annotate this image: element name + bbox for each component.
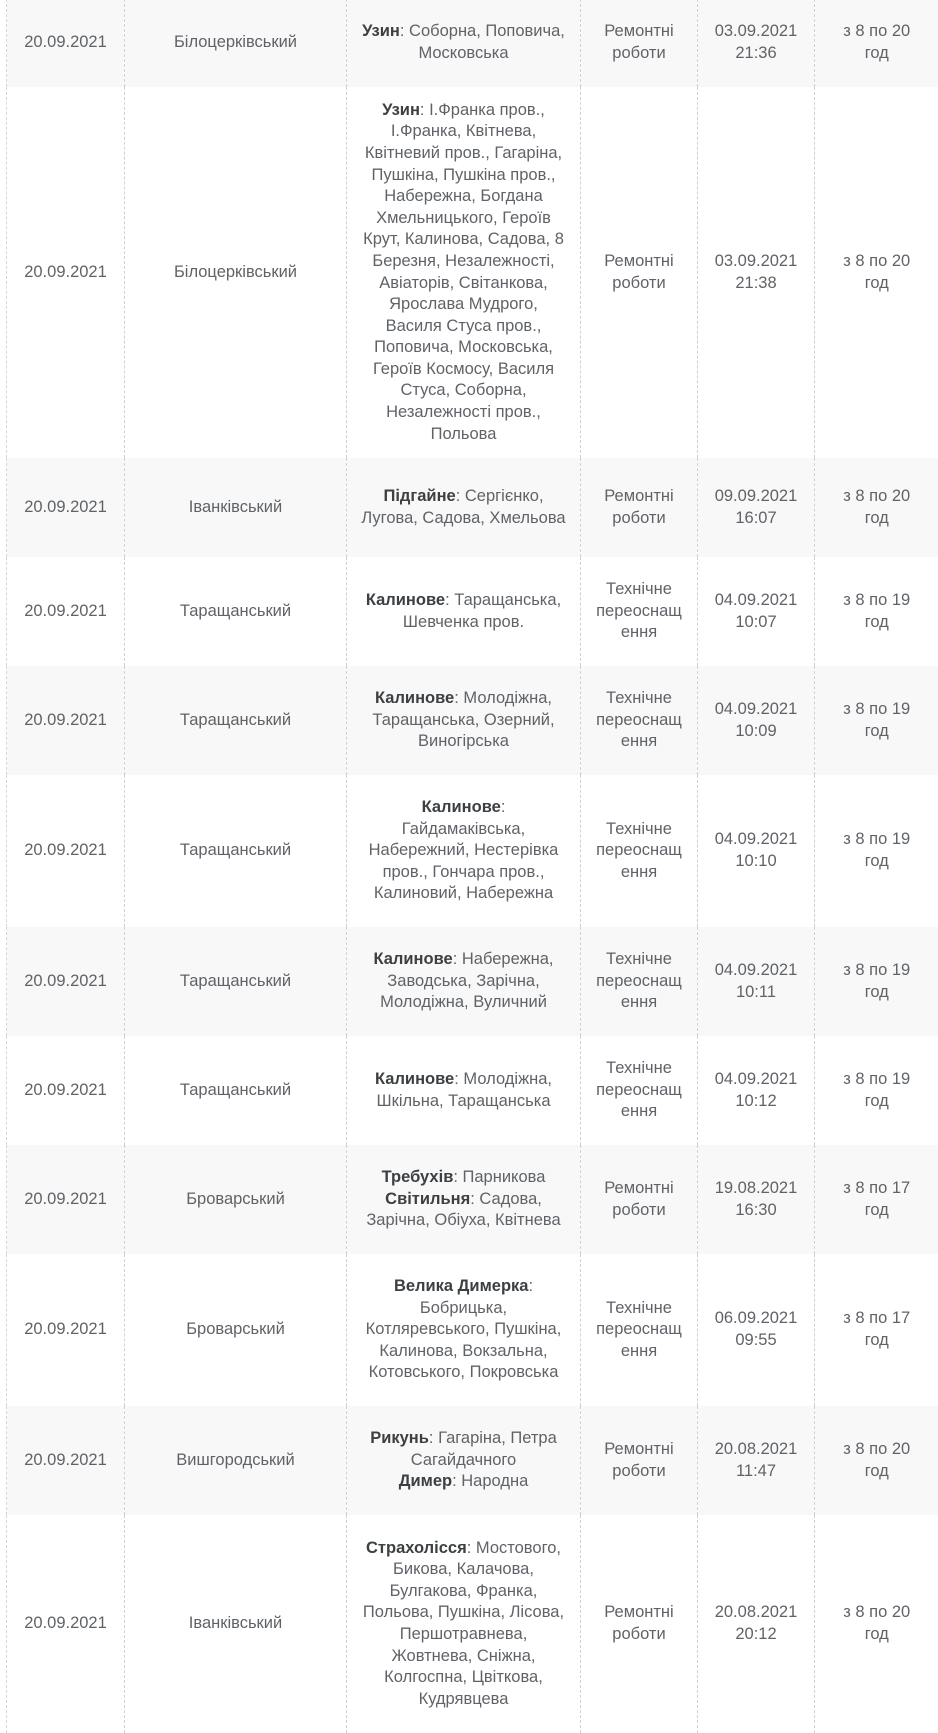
cell-district: Таращанський bbox=[125, 557, 347, 666]
table-row bbox=[7, 1406, 938, 1515]
location-entry bbox=[361, 21, 566, 64]
cell-date: 20.09.2021 bbox=[7, 1515, 125, 1733]
cell-locations bbox=[347, 1036, 581, 1145]
cell-work-type: Технічне переоснащ ення bbox=[581, 927, 698, 1036]
cell-date: 20.09.2021 bbox=[7, 775, 125, 927]
cell-district: Таращанський bbox=[125, 666, 347, 775]
street-list: : Гагаріна, Петра Сагайдачного bbox=[411, 1429, 557, 1469]
cell-created-at: 20.08.2021 11:47 bbox=[698, 1406, 815, 1515]
cell-locations bbox=[347, 87, 581, 458]
cell-created-at: 04.09.2021 10:07 bbox=[698, 557, 815, 666]
cell-district: Таращанський bbox=[125, 927, 347, 1036]
cell-hours: з 8 по 20 год bbox=[815, 1406, 938, 1515]
cell-hours: з 8 по 19 год bbox=[815, 927, 938, 1036]
settlement-name: Рикунь bbox=[370, 1429, 429, 1447]
table-row bbox=[7, 1254, 938, 1406]
cell-locations bbox=[347, 1515, 581, 1733]
street-list: : Садова, Зарічна, Обіуха, Квітнева bbox=[366, 1190, 560, 1230]
location-entry bbox=[361, 1276, 566, 1384]
street-list: : Народна bbox=[452, 1472, 528, 1490]
street-list: : Соборна, Поповича, Московська bbox=[400, 22, 565, 62]
cell-locations bbox=[347, 666, 581, 775]
table-row bbox=[7, 1036, 938, 1145]
table-row bbox=[7, 0, 938, 87]
cell-locations bbox=[347, 1254, 581, 1406]
street-list: : Мостового, Бикова, Калачова, Булгакова, Франка, Польова, Пушкіна, Лісова, Першотравнева, Жовтнева, Сніжна, Колгоспна, Цвіткова, Кудрявцева bbox=[363, 1539, 564, 1708]
location-entry bbox=[361, 100, 566, 446]
settlement-name: Калинове bbox=[422, 798, 501, 816]
cell-created-at: 03.09.2021 21:38 bbox=[698, 87, 815, 458]
cell-date: 20.09.2021 bbox=[7, 0, 125, 87]
cell-created-at: 20.08.2021 20:12 bbox=[698, 1515, 815, 1733]
settlement-name: Калинове bbox=[375, 1070, 454, 1088]
cell-created-at: 19.08.2021 16:30 bbox=[698, 1145, 815, 1254]
street-list: : І.Франка пров., І.Франка, Квітнева, Квітневий пров., Гагаріна, Пушкіна, Пушкіна пров., Набережна, Богдана Хмельницького, Героїв Крут, Калинова, Садова, 8 Березня, Незалежності, Авіаторів, Світанкова, Ярослава Мудрого, Василя Стуса пров., Поповича, Московська, Героїв Космосу, Василя Стуса, Соборна, Незалежності пров., Польова bbox=[363, 101, 564, 443]
table-row bbox=[7, 927, 938, 1036]
cell-locations bbox=[347, 0, 581, 87]
cell-created-at: 04.09.2021 10:10 bbox=[698, 775, 815, 927]
settlement-name: Підгайне bbox=[383, 487, 455, 505]
street-list: : Сергієнко, Лугова, Садова, Хмельова bbox=[361, 487, 565, 527]
table-row bbox=[7, 775, 938, 927]
street-list: : Набережна, Заводська, Зарічна, Молодіжна, Вуличний bbox=[380, 950, 553, 1011]
location-entry bbox=[361, 949, 566, 1014]
street-list: : Парникова bbox=[453, 1168, 545, 1186]
location-entry bbox=[361, 1538, 566, 1711]
cell-locations bbox=[347, 557, 581, 666]
cell-work-type: Технічне переоснащ ення bbox=[581, 666, 698, 775]
cell-date: 20.09.2021 bbox=[7, 1145, 125, 1254]
table-row bbox=[7, 458, 938, 557]
table-body bbox=[7, 0, 938, 1733]
settlement-name: Требухів bbox=[382, 1168, 454, 1186]
cell-date: 20.09.2021 bbox=[7, 666, 125, 775]
cell-locations bbox=[347, 927, 581, 1036]
street-list: : Молодіжна, Таращанська, Озерний, Виногірська bbox=[372, 689, 554, 750]
street-list: : Бобрицька, Котляревського, Пушкіна, Калинова, Вокзальна, Котовського, Покровська bbox=[366, 1277, 562, 1381]
location-entry bbox=[361, 1069, 566, 1112]
location-entry bbox=[361, 1428, 566, 1471]
cell-hours: з 8 по 19 год bbox=[815, 1036, 938, 1145]
table-row bbox=[7, 1515, 938, 1733]
cell-date: 20.09.2021 bbox=[7, 557, 125, 666]
location-entry bbox=[361, 797, 566, 905]
cell-created-at: 09.09.2021 16:07 bbox=[698, 458, 815, 557]
cell-district: Броварський bbox=[125, 1145, 347, 1254]
cell-hours: з 8 по 17 год bbox=[815, 1145, 938, 1254]
cell-locations bbox=[347, 1406, 581, 1515]
cell-district: Білоцерківський bbox=[125, 87, 347, 458]
cell-work-type: Ремонтні роботи bbox=[581, 1145, 698, 1254]
cell-hours: з 8 по 19 год bbox=[815, 666, 938, 775]
cell-work-type: Ремонтні роботи bbox=[581, 1515, 698, 1733]
cell-hours: з 8 по 20 год bbox=[815, 87, 938, 458]
street-list: : Молодіжна, Шкільна, Таращанська bbox=[376, 1070, 552, 1110]
outage-schedule-table bbox=[6, 0, 938, 1733]
table-row bbox=[7, 87, 938, 458]
cell-created-at: 06.09.2021 09:55 bbox=[698, 1254, 815, 1406]
settlement-name: Калинове bbox=[366, 591, 445, 609]
cell-district: Таращанський bbox=[125, 775, 347, 927]
street-list: : Гайдамаківська, Набережний, Нестерівка пров., Гончара пров., Калиновий, Набережна bbox=[369, 798, 559, 902]
cell-locations bbox=[347, 1145, 581, 1254]
cell-date: 20.09.2021 bbox=[7, 1036, 125, 1145]
cell-district: Іванківський bbox=[125, 1515, 347, 1733]
cell-hours: з 8 по 20 год bbox=[815, 0, 938, 87]
location-entry bbox=[361, 1471, 566, 1493]
cell-date: 20.09.2021 bbox=[7, 458, 125, 557]
cell-hours: з 8 по 19 год bbox=[815, 775, 938, 927]
cell-created-at: 04.09.2021 10:12 bbox=[698, 1036, 815, 1145]
cell-district: Таращанський bbox=[125, 1036, 347, 1145]
cell-work-type: Технічне переоснащ ення bbox=[581, 1036, 698, 1145]
cell-locations bbox=[347, 775, 581, 927]
cell-hours: з 8 по 19 год bbox=[815, 557, 938, 666]
cell-work-type: Ремонтні роботи bbox=[581, 87, 698, 458]
cell-work-type: Ремонтні роботи bbox=[581, 0, 698, 87]
street-list: : Таращанська, Шевченка пров. bbox=[403, 591, 561, 631]
cell-district: Вишгородський bbox=[125, 1406, 347, 1515]
cell-work-type: Технічне переоснащ ення bbox=[581, 775, 698, 927]
settlement-name: Калинове bbox=[373, 950, 452, 968]
cell-hours: з 8 по 20 год bbox=[815, 458, 938, 557]
cell-date: 20.09.2021 bbox=[7, 1254, 125, 1406]
cell-date: 20.09.2021 bbox=[7, 927, 125, 1036]
settlement-name: Страхолісся bbox=[366, 1539, 467, 1557]
location-entry bbox=[361, 1189, 566, 1232]
settlement-name: Узин bbox=[382, 101, 420, 119]
cell-created-at: 04.09.2021 10:11 bbox=[698, 927, 815, 1036]
settlement-name: Світильня bbox=[385, 1190, 470, 1208]
cell-date: 20.09.2021 bbox=[7, 1406, 125, 1515]
cell-work-type: Технічне переоснащ ення bbox=[581, 557, 698, 666]
settlement-name: Велика Димерка bbox=[394, 1277, 529, 1295]
cell-hours: з 8 по 17 год bbox=[815, 1254, 938, 1406]
cell-work-type: Ремонтні роботи bbox=[581, 458, 698, 557]
location-entry bbox=[361, 486, 566, 529]
table-row bbox=[7, 557, 938, 666]
table-row bbox=[7, 1145, 938, 1254]
cell-work-type: Ремонтні роботи bbox=[581, 1406, 698, 1515]
settlement-name: Узин bbox=[362, 22, 400, 40]
cell-district: Броварський bbox=[125, 1254, 347, 1406]
cell-created-at: 03.09.2021 21:36 bbox=[698, 0, 815, 87]
location-entry bbox=[361, 1167, 566, 1189]
cell-date: 20.09.2021 bbox=[7, 87, 125, 458]
cell-hours: з 8 по 20 год bbox=[815, 1515, 938, 1733]
cell-district: Іванківський bbox=[125, 458, 347, 557]
table-row bbox=[7, 666, 938, 775]
cell-locations bbox=[347, 458, 581, 557]
cell-district: Білоцерківський bbox=[125, 0, 347, 87]
cell-work-type: Технічне переоснащ ення bbox=[581, 1254, 698, 1406]
cell-created-at: 04.09.2021 10:09 bbox=[698, 666, 815, 775]
settlement-name: Димер bbox=[399, 1472, 452, 1490]
settlement-name: Калинове bbox=[375, 689, 454, 707]
location-entry bbox=[361, 688, 566, 753]
location-entry bbox=[361, 590, 566, 633]
